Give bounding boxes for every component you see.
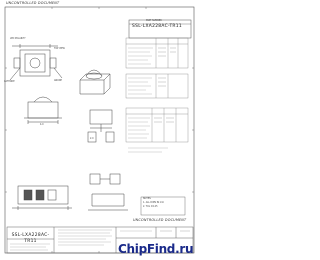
top-view-label: TOP VIEW xyxy=(54,47,65,50)
chipfind-watermark xyxy=(118,242,193,256)
note-item: 2. TOL ±0.25 xyxy=(143,205,158,208)
led-pad-drawing xyxy=(82,104,122,148)
part-number-heading: PART NUMBER xyxy=(146,19,162,22)
watermark-main: ChipFind xyxy=(118,242,176,256)
led-polarity-label: LED POLARITY xyxy=(10,37,26,40)
title-block-part-number: SSL-LXA228AC-TR11 xyxy=(11,233,50,244)
note-item: 1. ALL DIMS IN mm xyxy=(143,201,164,204)
tape-reel-drawing xyxy=(10,176,80,220)
watermark-suffix: .ru xyxy=(175,242,194,256)
led-top-view-drawing xyxy=(8,38,72,88)
cathode-label: CATHODE xyxy=(4,80,15,83)
soldering-pad-drawing xyxy=(84,166,140,216)
uncontrolled-document-header: UNCONTROLLED DOCUMENT xyxy=(6,1,60,5)
led-package-3d-drawing xyxy=(72,62,118,102)
part-number-title: SSL-LXA228AC-TR11 xyxy=(132,24,182,29)
led-side-view-drawing xyxy=(20,92,70,132)
uncontrolled-document-footer: UNCONTROLLED DOCUMENT xyxy=(133,218,187,222)
dimension-b-label: 2.0 xyxy=(90,137,94,140)
specification-tables xyxy=(118,36,190,186)
dimension-a-label: 4.0 xyxy=(40,123,44,126)
anode-label: ANODE xyxy=(54,79,62,82)
notes-header: NOTES: xyxy=(143,197,152,200)
